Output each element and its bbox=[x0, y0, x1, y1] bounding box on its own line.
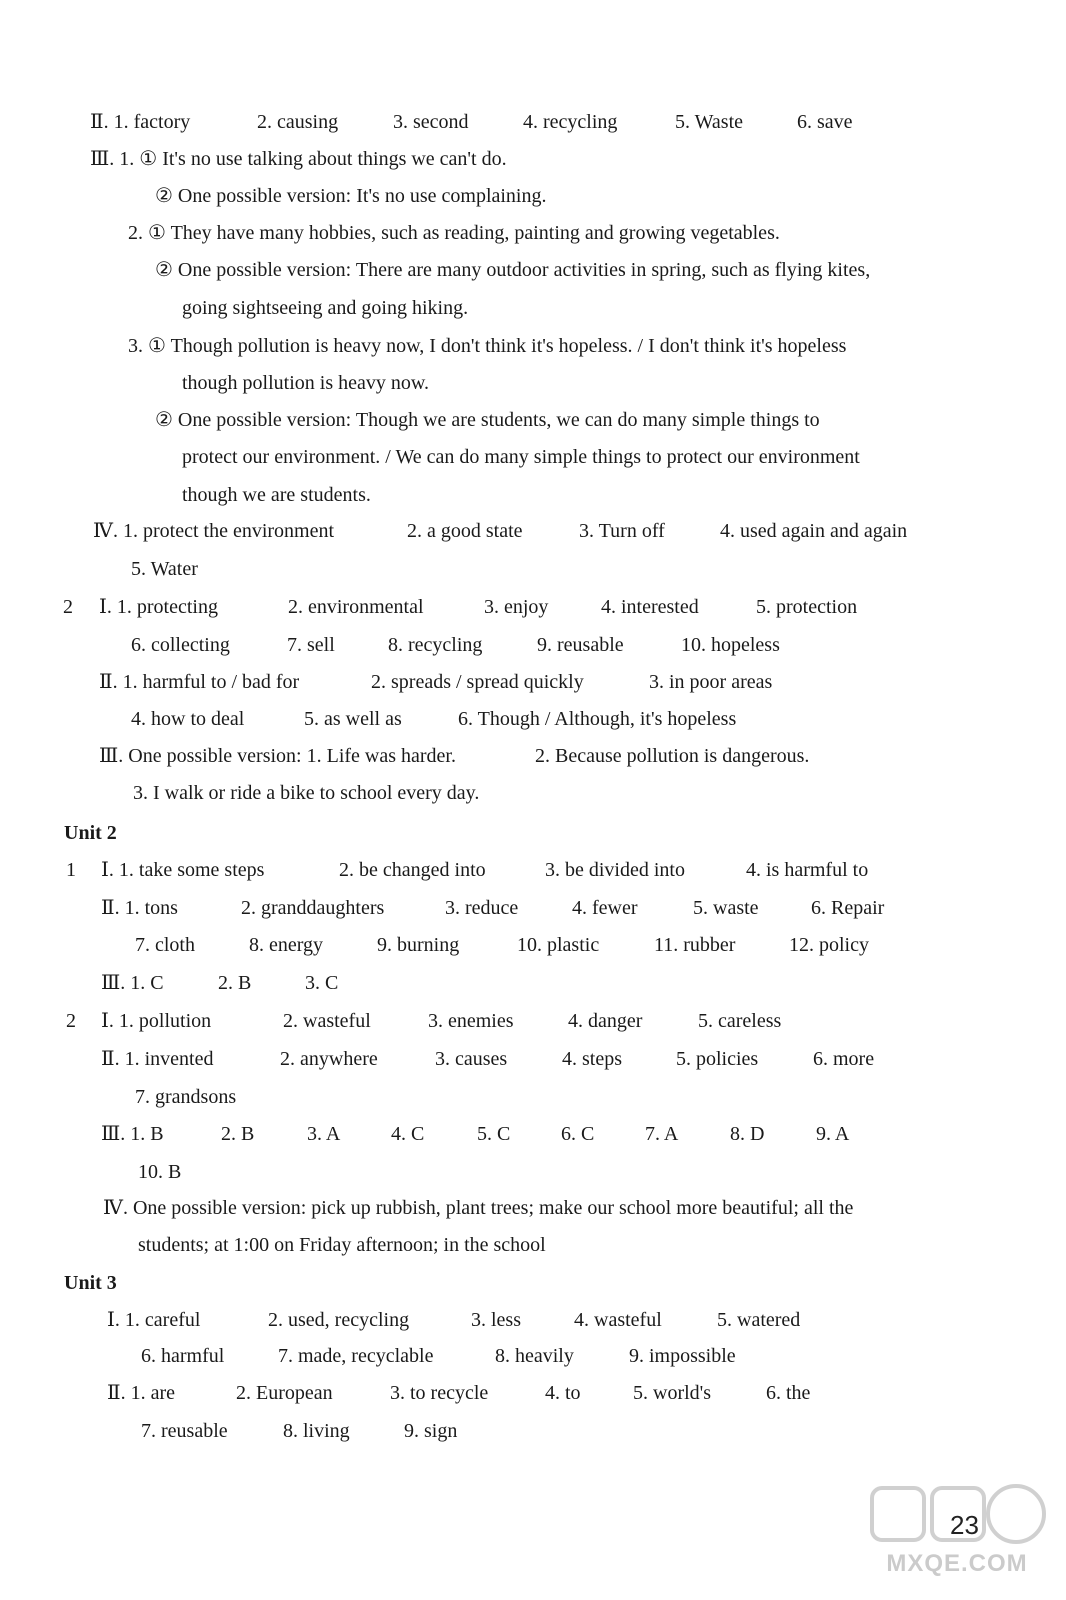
answer-item: 4. to bbox=[545, 1382, 581, 1404]
answer-item: 3. less bbox=[471, 1309, 521, 1331]
answer-item: 2. European bbox=[236, 1382, 333, 1404]
answer-item: 5. Waste bbox=[675, 111, 744, 133]
watermark-logo bbox=[862, 1478, 1052, 1588]
answer-item: 8. energy bbox=[249, 934, 324, 956]
answer-item: Ⅲ. 1. B bbox=[101, 1123, 164, 1145]
answer-item: 8. recycling bbox=[388, 634, 483, 656]
answer-item: going sightseeing and going hiking. bbox=[182, 297, 469, 319]
answer-item: 6. C bbox=[561, 1123, 595, 1145]
answer-item: 7. made, recyclable bbox=[278, 1345, 434, 1367]
answer-item: Ⅳ. 1. protect the environment bbox=[93, 520, 335, 542]
answer-item: 11. rubber bbox=[654, 934, 736, 956]
answer-item: 3. causes bbox=[435, 1048, 508, 1070]
answer-item: 6. Repair bbox=[811, 897, 885, 919]
answer-item: Ⅰ. 1. protecting bbox=[99, 596, 218, 618]
answer-item: 7. cloth bbox=[135, 934, 195, 956]
answer-item: 2 bbox=[66, 1010, 76, 1032]
answer-item: 4. is harmful to bbox=[746, 859, 869, 881]
answer-item: Ⅳ. One possible version: pick up rubbish, plant trees; make our school more beautiful; all the bbox=[103, 1197, 854, 1219]
answer-item: 7. A bbox=[645, 1123, 679, 1145]
answer-item: Ⅱ. 1. tons bbox=[101, 897, 178, 919]
answer-item: 2. B bbox=[221, 1123, 255, 1145]
unit-heading: Unit 2 bbox=[64, 822, 117, 844]
answer-item: 6. more bbox=[813, 1048, 875, 1070]
answer-item: 3. C bbox=[305, 972, 339, 994]
answer-item: 4. interested bbox=[601, 596, 699, 618]
answer-item: 3. reduce bbox=[445, 897, 519, 919]
answer-item: Ⅱ. 1. harmful to / bad for bbox=[99, 671, 300, 693]
answer-item: Ⅱ. 1. are bbox=[107, 1382, 176, 1404]
answer-item: Ⅱ. 1. invented bbox=[101, 1048, 214, 1070]
answer-item: students; at 1:00 on Friday afternoon; in the school bbox=[138, 1234, 546, 1256]
answer-item: 3. I walk or ride a bike to school every day. bbox=[133, 782, 480, 804]
answer-item: 3. to recycle bbox=[390, 1382, 489, 1404]
answer-item: though we are students. bbox=[182, 484, 371, 506]
answer-item: 3. second bbox=[393, 111, 469, 133]
answer-item: 5. policies bbox=[676, 1048, 759, 1070]
answer-item: 4. recycling bbox=[523, 111, 618, 133]
answer-item: 9. A bbox=[816, 1123, 850, 1145]
answer-item: Ⅰ. 1. pollution bbox=[101, 1010, 212, 1032]
answer-item: 7. sell bbox=[287, 634, 335, 656]
answer-item: 5. waste bbox=[693, 897, 759, 919]
answer-item: 4. fewer bbox=[572, 897, 638, 919]
answer-item: 3. ① Though pollution is heavy now, I don't think it's hopeless. / I don't think it's hopeless bbox=[128, 335, 847, 357]
answer-item: 9. burning bbox=[377, 934, 460, 956]
answer-item: Ⅰ. 1. careful bbox=[107, 1309, 201, 1331]
answer-item: 3. be divided into bbox=[545, 859, 685, 881]
answer-item: though pollution is heavy now. bbox=[182, 372, 430, 394]
answer-item: 9. sign bbox=[404, 1420, 458, 1442]
answer-item: 2. used, recycling bbox=[268, 1309, 410, 1331]
answer-item: 8. D bbox=[730, 1123, 765, 1145]
answer-item: 3. A bbox=[307, 1123, 341, 1145]
page-number: 23 bbox=[950, 1510, 979, 1540]
answer-item: 2. environmental bbox=[288, 596, 424, 618]
answer-item: 5. careless bbox=[698, 1010, 782, 1032]
answer-item: 2. be changed into bbox=[339, 859, 486, 881]
answer-item: 2. B bbox=[218, 972, 252, 994]
answer-item: 2 bbox=[63, 596, 73, 618]
answer-item: Ⅰ. 1. take some steps bbox=[101, 859, 265, 881]
answer-item: Ⅲ. 1. ① It's no use talking about things we can't do. bbox=[90, 148, 507, 170]
answer-item: 9. impossible bbox=[629, 1345, 736, 1367]
answer-item: Ⅲ. 1. C bbox=[101, 972, 164, 994]
answer-item: 2. granddaughters bbox=[241, 897, 385, 919]
answer-item: 6. the bbox=[766, 1382, 811, 1404]
answer-item: 10. B bbox=[138, 1161, 182, 1183]
answer-item: 8. heavily bbox=[495, 1345, 574, 1367]
answer-item: 2. causing bbox=[257, 111, 339, 133]
answer-item: 7. reusable bbox=[141, 1420, 228, 1442]
answer-item: 5. as well as bbox=[304, 708, 402, 730]
answer-item: 4. wasteful bbox=[574, 1309, 662, 1331]
answer-item: 2. anywhere bbox=[280, 1048, 378, 1070]
answer-item: 9. reusable bbox=[537, 634, 624, 656]
answer-item: 6. Though / Although, it's hopeless bbox=[458, 708, 737, 730]
answer-item: 10. hopeless bbox=[681, 634, 780, 656]
answer-item: ② One possible version: Though we are students, we can do many simple things to bbox=[155, 409, 820, 431]
answer-item: 4. danger bbox=[568, 1010, 643, 1032]
unit-heading: Unit 3 bbox=[64, 1272, 117, 1294]
answer-item: 3. in poor areas bbox=[649, 671, 773, 693]
watermark-icon bbox=[862, 1478, 1052, 1558]
answer-item: 2. spreads / spread quickly bbox=[371, 671, 584, 693]
answer-item: ② One possible version: It's no use complaining. bbox=[155, 185, 547, 207]
answer-item: Ⅲ. One possible version: 1. Life was harder. bbox=[99, 745, 456, 767]
answer-item: 12. policy bbox=[789, 934, 869, 956]
answer-item: 10. plastic bbox=[517, 934, 600, 956]
answer-item: 5. watered bbox=[717, 1309, 801, 1331]
answer-item: 5. C bbox=[477, 1123, 511, 1145]
watermark-text: MXQE.COM bbox=[886, 1550, 1028, 1577]
answer-item: 6. save bbox=[797, 111, 853, 133]
answer-item: protect our environment. / We can do many simple things to protect our environment bbox=[182, 446, 860, 468]
answer-item: 2. ① They have many hobbies, such as reading, painting and growing vegetables. bbox=[128, 222, 780, 244]
answer-item: 4. how to deal bbox=[131, 708, 245, 730]
answer-item: 8. living bbox=[283, 1420, 350, 1442]
answer-item: 5. world's bbox=[633, 1382, 712, 1404]
answer-item: 4. C bbox=[391, 1123, 425, 1145]
answer-item: 3. enemies bbox=[428, 1010, 514, 1032]
answer-item: 3. Turn off bbox=[579, 520, 665, 542]
answer-item: ② One possible version: There are many outdoor activities in spring, such as flying kites, bbox=[155, 259, 871, 281]
answer-item: 5. protection bbox=[756, 596, 858, 618]
answer-item: Ⅱ. 1. factory bbox=[90, 111, 191, 133]
answer-item: 1 bbox=[66, 859, 76, 881]
answer-item: 2. Because pollution is dangerous. bbox=[535, 745, 810, 767]
answer-item: 4. used again and again bbox=[720, 520, 908, 542]
answer-item: 2. wasteful bbox=[283, 1010, 371, 1032]
answer-item: 5. Water bbox=[131, 558, 198, 580]
answer-item: 4. steps bbox=[562, 1048, 622, 1070]
answer-item: 2. a good state bbox=[407, 520, 523, 542]
answer-item: 6. harmful bbox=[141, 1345, 225, 1367]
answer-item: 7. grandsons bbox=[135, 1086, 237, 1108]
answer-item: 6. collecting bbox=[131, 634, 230, 656]
answer-item: 3. enjoy bbox=[484, 596, 549, 618]
